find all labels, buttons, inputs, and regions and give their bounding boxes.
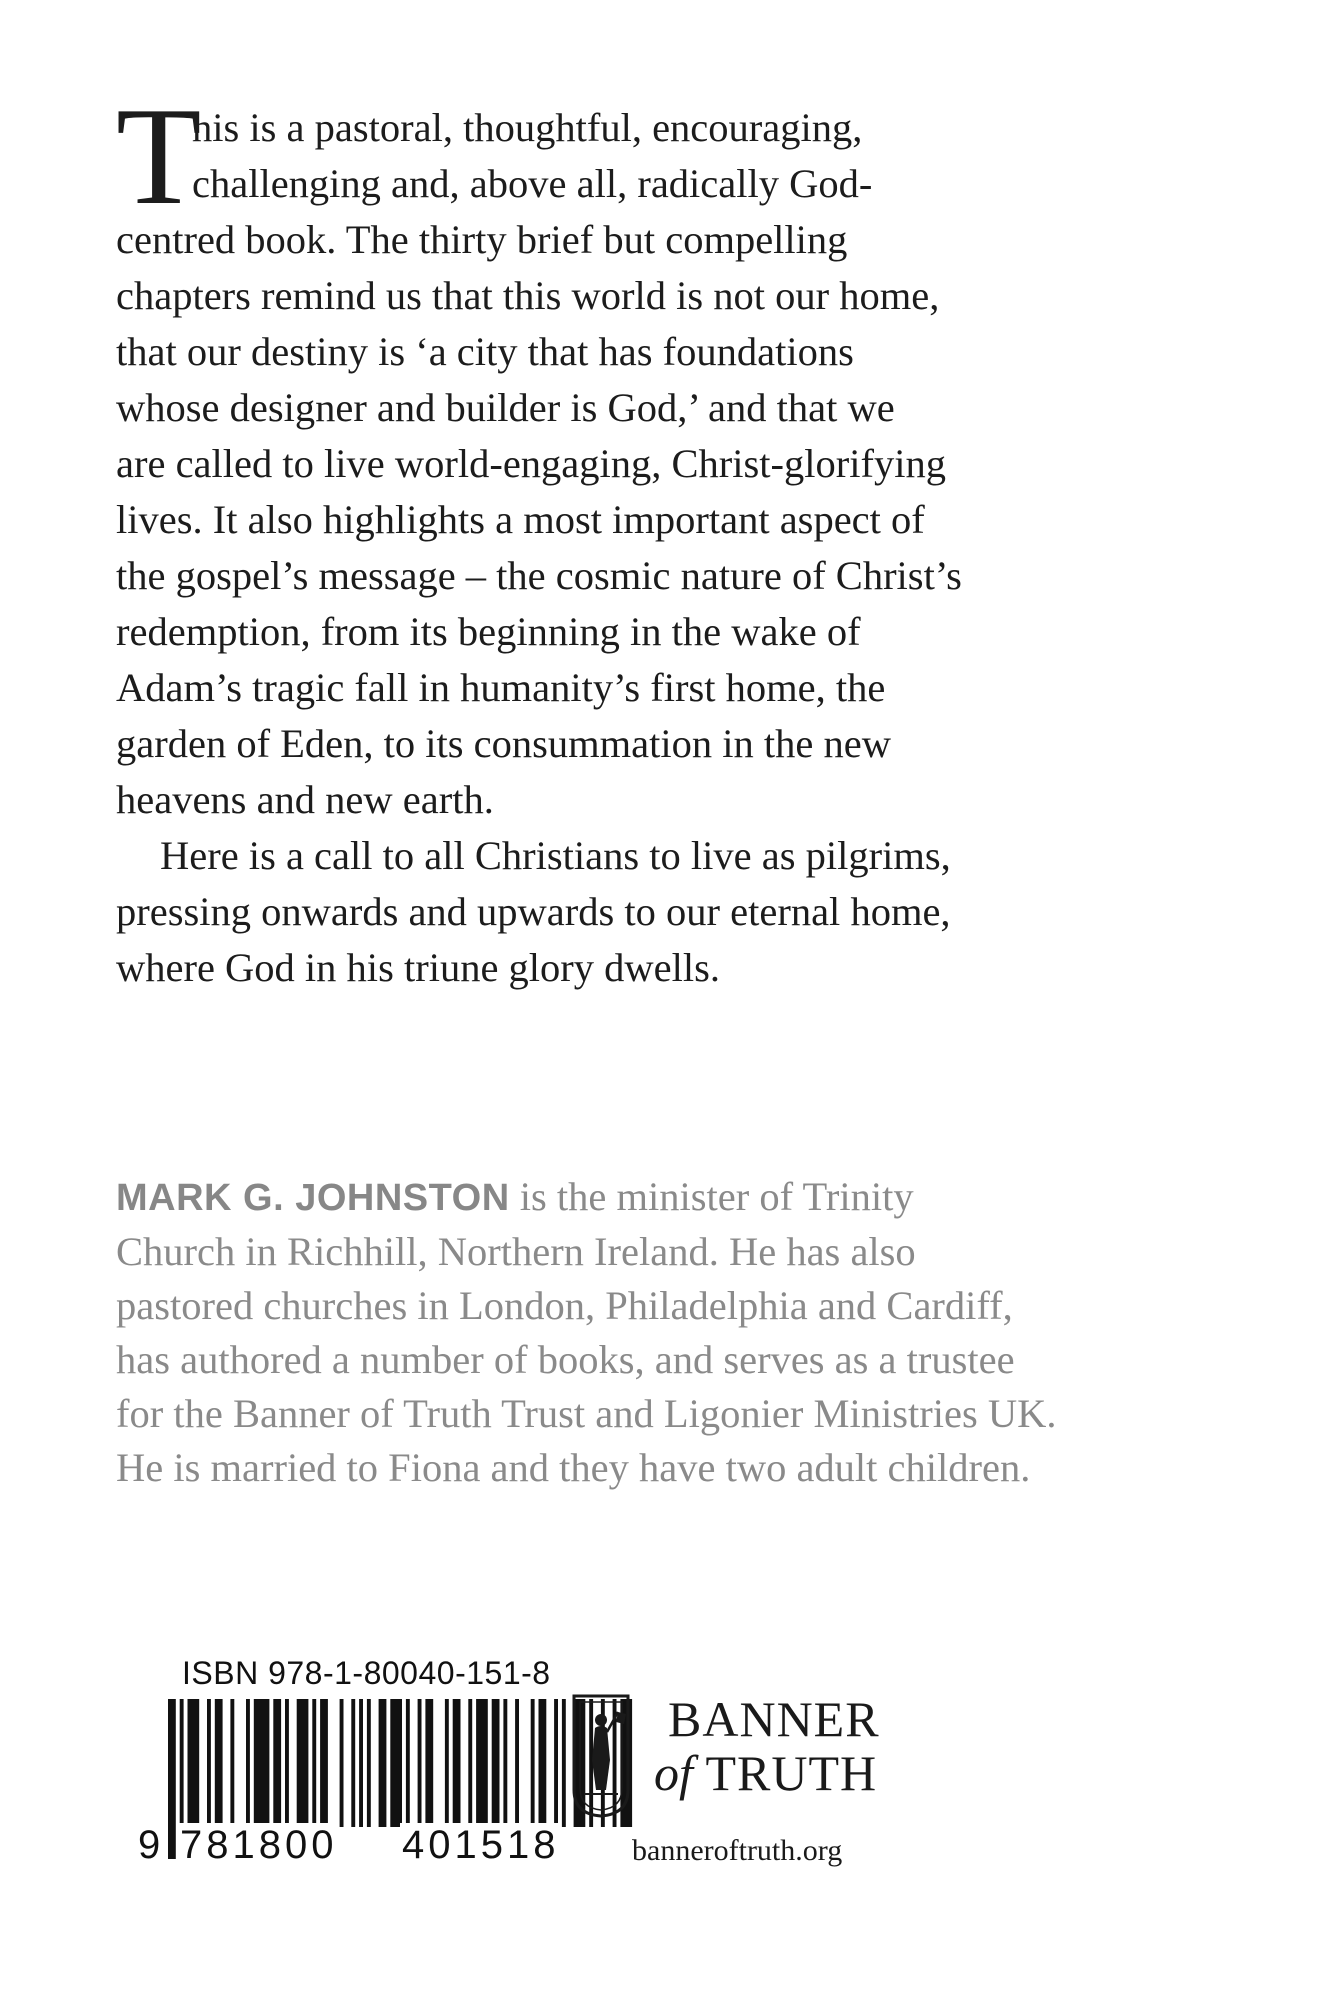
author-bio <box>116 1170 1236 1495</box>
barcode-bar <box>230 1699 234 1827</box>
barcode-bar <box>351 1699 355 1827</box>
publisher-name-of: of <box>654 1745 693 1801</box>
blurb-line: the gospel’s message – the cosmic nature of Christ’s <box>116 553 962 598</box>
barcode-bar <box>312 1699 316 1827</box>
barcode-bar <box>503 1699 507 1827</box>
barcode-digits-left: 781800 <box>180 1823 338 1867</box>
drop-cap: T <box>116 79 202 234</box>
publisher-name-line-1: BANNER <box>668 1691 880 1747</box>
blurb <box>116 79 1216 996</box>
publisher-name-line-2 <box>654 1746 877 1800</box>
blurb-line: challenging and, above all, radically God- <box>192 161 873 206</box>
barcode-bar <box>379 1699 387 1827</box>
barcode-bar <box>320 1699 328 1827</box>
blurb-line: Adam’s tragic fall in humanity’s first home, the <box>116 665 886 710</box>
barcode-bar <box>188 1699 200 1827</box>
author-bio-line: pastored churches in London, Philadelphia and Cardiff, <box>116 1283 1013 1328</box>
barcode-bar <box>246 1699 250 1827</box>
barcode-bar <box>215 1699 223 1827</box>
barcode-bar <box>168 1699 176 1859</box>
blurb-line: heavens and new earth. <box>116 777 494 822</box>
blurb-line: chapters remind us that this world is not our home, <box>116 273 940 318</box>
blurb-paragraph-1 <box>116 79 1216 828</box>
barcode-bar <box>515 1699 519 1827</box>
barcode-bar <box>554 1699 558 1827</box>
barcode-bar <box>297 1699 309 1827</box>
banner-emblem-icon <box>568 1690 634 1820</box>
barcode-bar <box>340 1699 344 1827</box>
blurb-line: whose designer and builder is God,’ and that we <box>116 385 895 430</box>
barcode-digits-right: 401518 <box>402 1823 560 1867</box>
blurb-line: Here is a call to all Christians to live as pilgrims, <box>160 833 951 878</box>
author-name: MARK G. JOHNSTON <box>116 1177 510 1219</box>
author-bio-line: He is married to Fiona and they have two adult children. <box>116 1445 1031 1490</box>
blurb-line: lives. It also highlights a most important aspect of <box>116 497 925 542</box>
barcode-bar <box>492 1699 500 1827</box>
author-bio-line: for the Banner of Truth Trust and Ligonier Ministries UK. <box>116 1391 1057 1436</box>
barcode-bar <box>367 1699 371 1827</box>
barcode-bar <box>476 1699 488 1827</box>
barcode-bar <box>207 1699 211 1827</box>
author-bio-line: has authored a number of books, and serves as a trustee <box>116 1337 1015 1382</box>
publisher-logo <box>568 1690 928 1890</box>
author-bio-first-line <box>116 1170 1236 1225</box>
barcode-bar <box>273 1699 281 1827</box>
barcode-bar <box>406 1699 410 1827</box>
blurb-line: that our destiny is ‘a city that has foundations <box>116 329 854 374</box>
barcode-bar <box>468 1699 472 1827</box>
blurb-line: centred book. The thirty brief but compelling <box>116 217 848 262</box>
author-bio-line: is the minister of Trinity <box>509 1174 914 1219</box>
barcode-bar <box>390 1699 402 1827</box>
blurb-line: where God in his triune glory dwells. <box>116 945 721 990</box>
barcode-bar <box>531 1699 535 1827</box>
blurb-paragraph-2 <box>116 828 1216 996</box>
barcode-bar <box>285 1699 289 1827</box>
barcode-bar <box>539 1699 547 1827</box>
barcode-bar <box>562 1699 566 1827</box>
author-bio-line: Church in Richhill, Northern Ireland. He has also <box>116 1229 916 1274</box>
barcode-bar <box>359 1699 363 1827</box>
blurb-line: pressing onwards and upwards to our eternal home, <box>116 889 951 934</box>
publisher-name-truth: TRUTH <box>692 1745 878 1801</box>
blurb-line: his is a pastoral, thoughtful, encouraging, <box>192 105 863 150</box>
barcode-digit-first: 9 <box>138 1823 163 1867</box>
blurb-line: garden of Eden, to its consummation in the new <box>116 721 891 766</box>
publisher-url: banneroftruth.org <box>632 1834 843 1867</box>
blurb-line: redemption, from its beginning in the wake of <box>116 609 861 654</box>
blurb-line: are called to live world-engaging, Christ-glorifying <box>116 441 947 486</box>
barcode-bar <box>453 1699 461 1827</box>
isbn-label: ISBN 978-1-80040-151-8 <box>182 1655 551 1691</box>
barcode-bar <box>254 1699 270 1827</box>
